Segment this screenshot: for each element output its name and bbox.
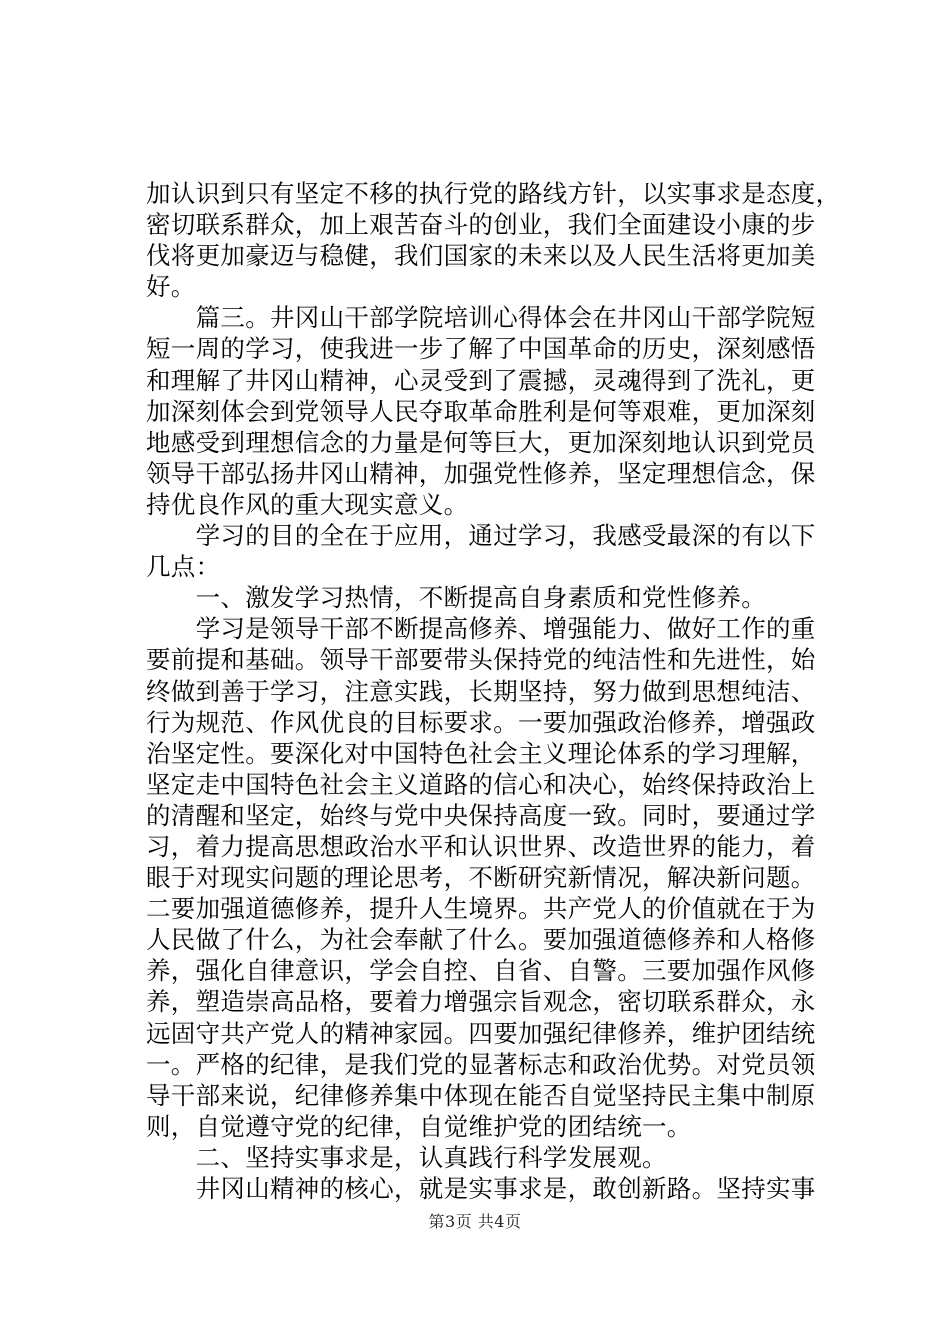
text-line: 地感受到理想信念的力量是何等巨大，更加深刻地认识到党员 [146,427,816,457]
section-heading: 二、坚持实事求是，认真践行科学发展观。 [146,1142,667,1172]
text-line: 学习的目的全在于应用，通过学习，我感受最深的有以下 [146,521,816,551]
text-line: 导干部来说，纪律修养集中体现在能否自觉坚持民主集中制原 [146,1080,816,1110]
text-line: 人民做了什么，为社会奉献了什么。要加强道德修养和人格修 [146,925,816,955]
text-line: 治坚定性。要深化对中国特色社会主义理论体系的学习理解， [146,738,816,768]
document-body [146,178,841,1204]
text-line: 伐将更加豪迈与稳健，我们国家的未来以及人民生活将更加美 [146,241,816,271]
text-line: 短一周的学习，使我进一步了解了中国革命的历史，深刻感悟 [146,334,816,364]
text-line: 终做到善于学习，注意实践，长期坚持，努力做到思想纯洁、 [146,676,816,706]
section-heading: 一、激发学习热情，不断提高自身素质和党性修养。 [146,583,766,613]
text-line: 远固守共产党人的精神家园。四要加强纪律修养，维护团结统 [146,1018,816,1048]
text-line: 眼于对现实问题的理论思考，不断研究新情况，解决新问题。 [146,863,816,893]
text-line: 持优良作风的重大现实意义。 [146,489,469,519]
text-line: 行为规范、作风优良的目标要求。一要加强政治修养，增强政 [146,707,816,737]
text-line: 几点： [146,552,221,582]
text-line: 篇三。井冈山干部学院培训心得体会在井冈山干部学院短 [146,303,816,333]
text-line: 和理解了井冈山精神，心灵受到了震撼，灵魂得到了洗礼，更 [146,365,816,395]
text-line: 习，着力提高思想政治水平和认识世界、改造世界的能力，着 [146,831,816,861]
text-line: 要前提和基础。领导干部要带头保持党的纯洁性和先进性，始 [146,645,816,675]
text-line: 加深刻体会到党领导人民夺取革命胜利是何等艰难，更加深刻 [146,396,816,426]
text-line: 养，塑造崇高品格，要着力增强宗旨观念，密切联系群众，永 [146,987,816,1017]
text-line: 则，自觉遵守党的纪律，自觉维护党的团结统一。 [146,1111,692,1141]
text-line: 一。严格的纪律，是我们党的显著标志和政治优势。对党员领 [146,1049,816,1079]
text-line: 的清醒和坚定，始终与党中央保持高度一致。同时，要通过学 [146,800,816,830]
text-line: 学习是领导干部不断提高修养、增强能力、做好工作的重 [146,614,816,644]
text-line: 井冈山精神的核心，就是实事求是，敢创新路。坚持实事 [146,1174,816,1203]
text-line: 养，强化自律意识，学会自控、自省、自警。三要加强作风修 [146,956,816,986]
text-line: 好。 [146,272,196,302]
text-line: 二要加强道德修养，提升人生境界。共产党人的价值就在于为 [146,894,816,924]
text-line: 坚定走中国特色社会主义道路的信心和决心，始终保持政治上 [146,769,816,799]
page-number-footer: 第3页 共4页 [428,1212,522,1231]
text-line: 加认识到只有坚定不移的执行党的路线方针，以实事求是态度， [146,179,841,208]
text-line: 领导干部弘扬井冈山精神，加强党性修养，坚定理想信念，保 [146,458,816,488]
text-line: 密切联系群众，加上艰苦奋斗的创业，我们全面建设小康的步 [146,210,816,240]
